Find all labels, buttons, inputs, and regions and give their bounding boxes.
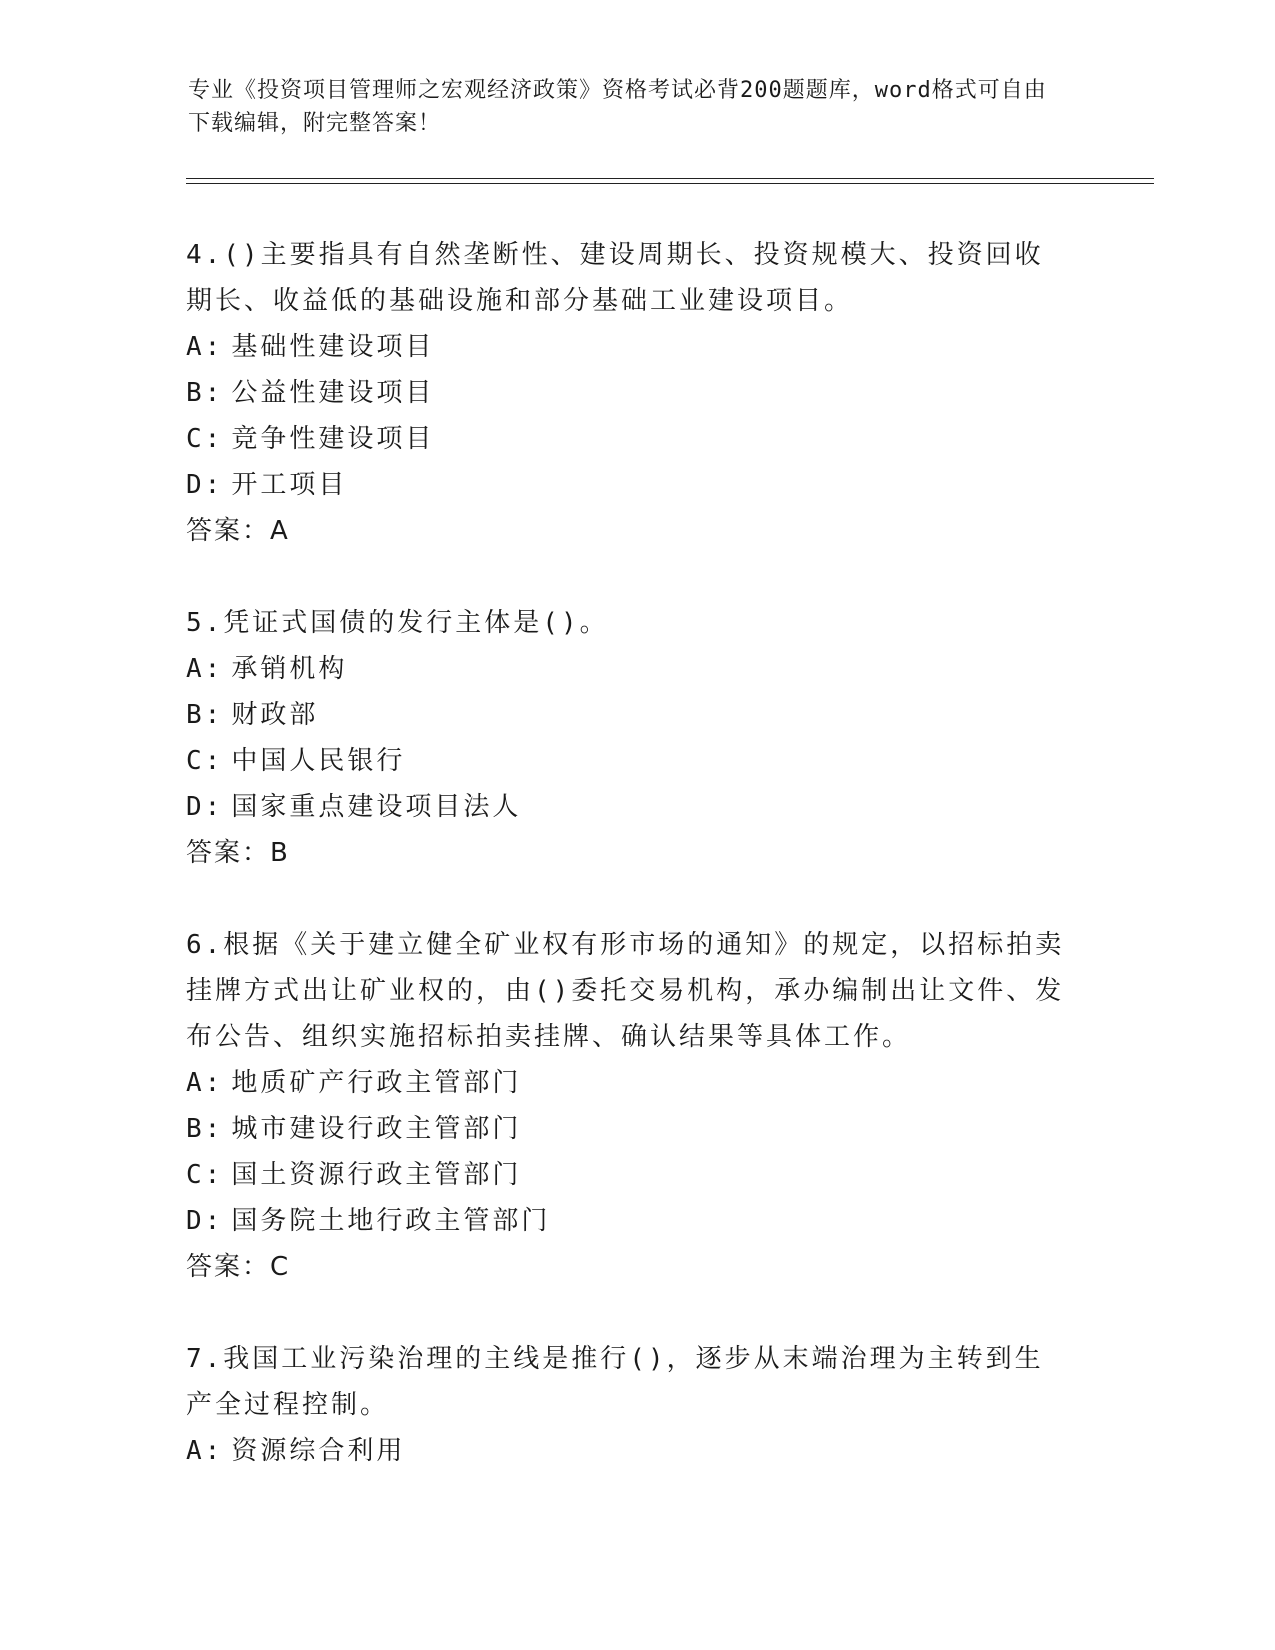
option-d	[186, 1198, 1066, 1244]
option-text: 中国人民银行	[231, 746, 406, 776]
option-c	[186, 416, 1066, 462]
option-a	[186, 1428, 1066, 1474]
question-stem: 6.根据《关于建立健全矿业权有形市场的通知》的规定，以招标拍卖挂牌方式出让矿业权的，由()委托交易机构，承办编制出让文件、发布公告、组织实施招标拍卖挂牌、确认结果等具体工作。	[186, 930, 1065, 1052]
question-list	[186, 232, 1066, 1520]
option-text: 公益性建设项目	[231, 378, 435, 408]
answer-line: 答案：A	[186, 516, 290, 546]
option-d	[186, 784, 1066, 830]
option-text: 资源综合利用	[231, 1436, 406, 1466]
option-a	[186, 1060, 1066, 1106]
option-letter: C:	[186, 746, 224, 776]
option-text: 国土资源行政主管部门	[231, 1160, 522, 1190]
option-c	[186, 1152, 1066, 1198]
option-c	[186, 738, 1066, 784]
question-4	[186, 232, 1066, 554]
question-stem: 4.()主要指具有自然垄断性、建设周期长、投资规模大、投资回收期长、收益低的基础设施和部分基础工业建设项目。	[186, 240, 1044, 316]
question-stem: 7.我国工业污染治理的主线是推行()，逐步从末端治理为主转到生产全过程控制。	[186, 1344, 1044, 1420]
option-letter: C:	[186, 424, 224, 454]
question-5	[186, 600, 1066, 876]
option-letter: D:	[186, 470, 224, 500]
option-text: 地质矿产行政主管部门	[231, 1068, 522, 1098]
option-letter: D:	[186, 1206, 224, 1236]
option-text: 财政部	[231, 700, 319, 730]
option-text: 基础性建设项目	[231, 332, 435, 362]
option-letter: B:	[186, 378, 224, 408]
header-rule-bottom	[186, 183, 1154, 184]
option-b	[186, 370, 1066, 416]
option-letter: B:	[186, 700, 224, 730]
option-letter: B:	[186, 1114, 224, 1144]
answer-line: 答案：C	[186, 1252, 291, 1282]
option-letter: A:	[186, 1436, 224, 1466]
option-a	[186, 324, 1066, 370]
option-b	[186, 692, 1066, 738]
option-b	[186, 1106, 1066, 1152]
option-text: 竞争性建设项目	[231, 424, 435, 454]
option-letter: D:	[186, 792, 224, 822]
option-text: 国家重点建设项目法人	[231, 792, 522, 822]
option-text: 城市建设行政主管部门	[231, 1114, 522, 1144]
option-letter: C:	[186, 1160, 224, 1190]
document-header: 专业《投资项目管理师之宏观经济政策》资格考试必背200题题库，word格式可自由下载编辑，附完整答案！	[188, 78, 1047, 136]
option-text: 国务院土地行政主管部门	[231, 1206, 551, 1236]
answer-line: 答案：B	[186, 838, 290, 868]
option-letter: A:	[186, 654, 224, 684]
option-letter: A:	[186, 332, 224, 362]
option-text: 开工项目	[231, 470, 348, 500]
option-a	[186, 646, 1066, 692]
option-d	[186, 462, 1066, 508]
question-7	[186, 1336, 1066, 1474]
option-text: 承销机构	[231, 654, 348, 684]
question-6	[186, 922, 1066, 1290]
question-stem: 5.凭证式国债的发行主体是()。	[186, 608, 609, 638]
header-rule-top	[186, 178, 1154, 179]
option-letter: A:	[186, 1068, 224, 1098]
